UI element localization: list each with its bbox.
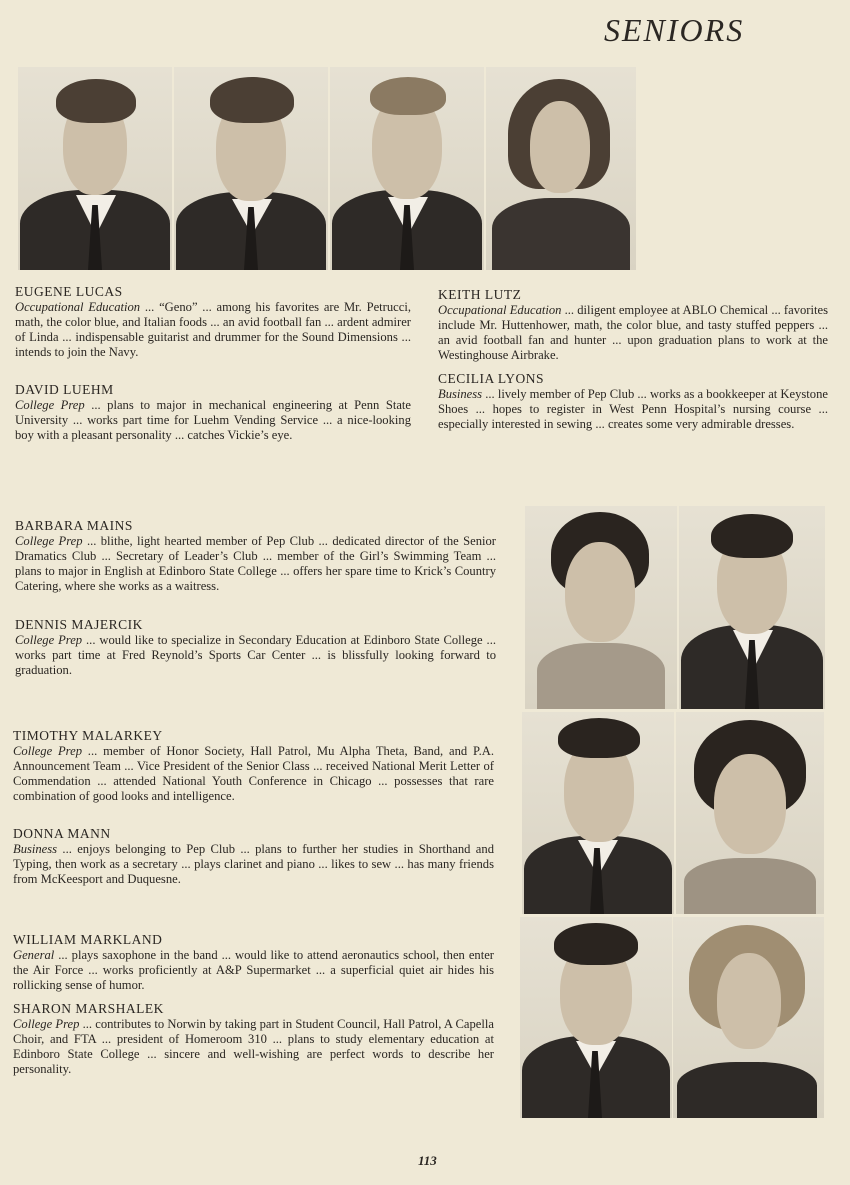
portrait-eugene-lucas <box>18 67 172 270</box>
student-name: CECILIA LYONS <box>438 371 545 386</box>
student-description: ... diligent employee at ABLO Chemical ... favorites include Mr. Huttenhower, math, the color blue, and tasty stuffed peppers ... an avid football fan and hunter ... upon graduation plans to work at the Westinghouse Airbrake. <box>438 303 828 362</box>
student-name: EUGENE LUCAS <box>15 284 123 299</box>
student-description: ... plays saxophone in the band ... would like to attend aeronautics school, then enter the Air Force ... works proficiently at A&P Supermarket ... a superficial quiet air hides his rollicking sense of humor. <box>13 948 494 992</box>
student-description: ... contributes to Norwin by taking part in Student Council, Hall Patrol, A Capella Choir, and FTA ... president of Homeroom 310 ... plans to study elementary education at Edinboro State College ... sincere and well-wishing are perfect words to describe her personality. <box>13 1017 494 1076</box>
student-name: TIMOTHY MALARKEY <box>13 728 163 743</box>
student-program: Business <box>13 842 58 856</box>
student-program: College Prep <box>15 534 83 548</box>
portrait-dennis-majercik <box>679 506 825 709</box>
bio-sharon-marshalek <box>13 1001 494 1077</box>
page-title: SENIORS <box>604 12 745 48</box>
bio-dennis-majercik <box>15 617 496 678</box>
student-program: College Prep <box>13 1017 80 1031</box>
portrait-barbara-mains <box>525 506 677 709</box>
bio-barbara-mains <box>15 518 496 594</box>
student-description: ... lively member of Pep Club ... works as a bookkeeper at Keystone Shoes ... hopes to register in West Penn Hospital’s nursing course ... especially interested in sewing ... creates some very admirable dresses. <box>438 387 828 431</box>
student-program: College Prep <box>13 744 82 758</box>
student-program: Occupational Education <box>15 300 141 314</box>
student-name: BARBARA MAINS <box>15 518 133 533</box>
student-description: ... enjoys belonging to Pep Club ... plans to further her studies in Shorthand and Typing, then work as a secretary ... plays clarinet and piano ... likes to sew ... has many friends from McKeesport and Duquesne. <box>13 842 494 886</box>
student-description: ... member of Honor Society, Hall Patrol, Mu Alpha Theta, Band, and P.A. Announcement Team ... Vice President of the Senior Class ... received National Merit Letter of Commendation ... attended National Youth Conference in Chicago ... possesses that rare combination of good looks and intelligence. <box>13 744 494 803</box>
portrait-cecilia-lyons <box>486 67 636 270</box>
page-number: 113 <box>418 1153 437 1168</box>
student-name: DONNA MANN <box>13 826 111 841</box>
student-description: ... “Geno” ... among his favorites are Mr. Petrucci, math, the color blue, and Italian foods ... an avid football fan ... ardent admirer of Linda ... indispensable guitarist and drummer for the Sound Dimensions ... intends to join the Navy. <box>15 300 411 359</box>
student-name: SHARON MARSHALEK <box>13 1001 164 1016</box>
bio-donna-mann <box>13 826 494 887</box>
portrait-timothy-malarkey <box>522 712 674 914</box>
student-name: DAVID LUEHM <box>15 382 114 397</box>
portrait-david-luehm <box>174 67 328 270</box>
student-name: WILLIAM MARKLAND <box>13 932 163 947</box>
bio-william-markland <box>13 932 494 993</box>
student-program: College Prep <box>15 633 83 647</box>
bio-keith-lutz <box>438 287 828 363</box>
student-program: College Prep <box>15 398 85 412</box>
portrait-sharon-marshalek <box>673 917 824 1118</box>
portrait-william-markland <box>520 917 672 1118</box>
student-description: ... plans to major in mechanical engineering at Penn State University ... works part time for Luehm Vending Service ... a nice-looking boy with a pleasant personality ... catches Vickie’s eye. <box>15 398 412 442</box>
portrait-keith-lutz <box>330 67 484 270</box>
student-description: ... blithe, light hearted member of Pep Club ... dedicated director of the Senior Dramatics Club ... Secretary of Leader’s Club ... member of the Girl’s Swimming Team ... plans to major in English at Edinboro State College ... offers her spare time to Krick’s Country Catering, where she works as a waitress. <box>15 534 496 593</box>
bio-timothy-malarkey <box>13 728 494 804</box>
student-description: ... would like to specialize in Secondary Education at Edinboro State College ... works part time at Fred Reynold’s Sports Car Center ... is blissfully looking forward to graduation. <box>15 633 496 677</box>
student-program: Business <box>438 387 483 401</box>
bio-cecilia-lyons <box>438 371 828 432</box>
bio-david-luehm <box>15 382 411 443</box>
student-name: KEITH LUTZ <box>438 287 522 302</box>
portrait-donna-mann <box>676 712 824 914</box>
student-program: General <box>13 948 55 962</box>
student-program: Occupational Education <box>438 303 562 317</box>
student-name: DENNIS MAJERCIK <box>15 617 143 632</box>
bio-eugene-lucas <box>15 284 411 360</box>
